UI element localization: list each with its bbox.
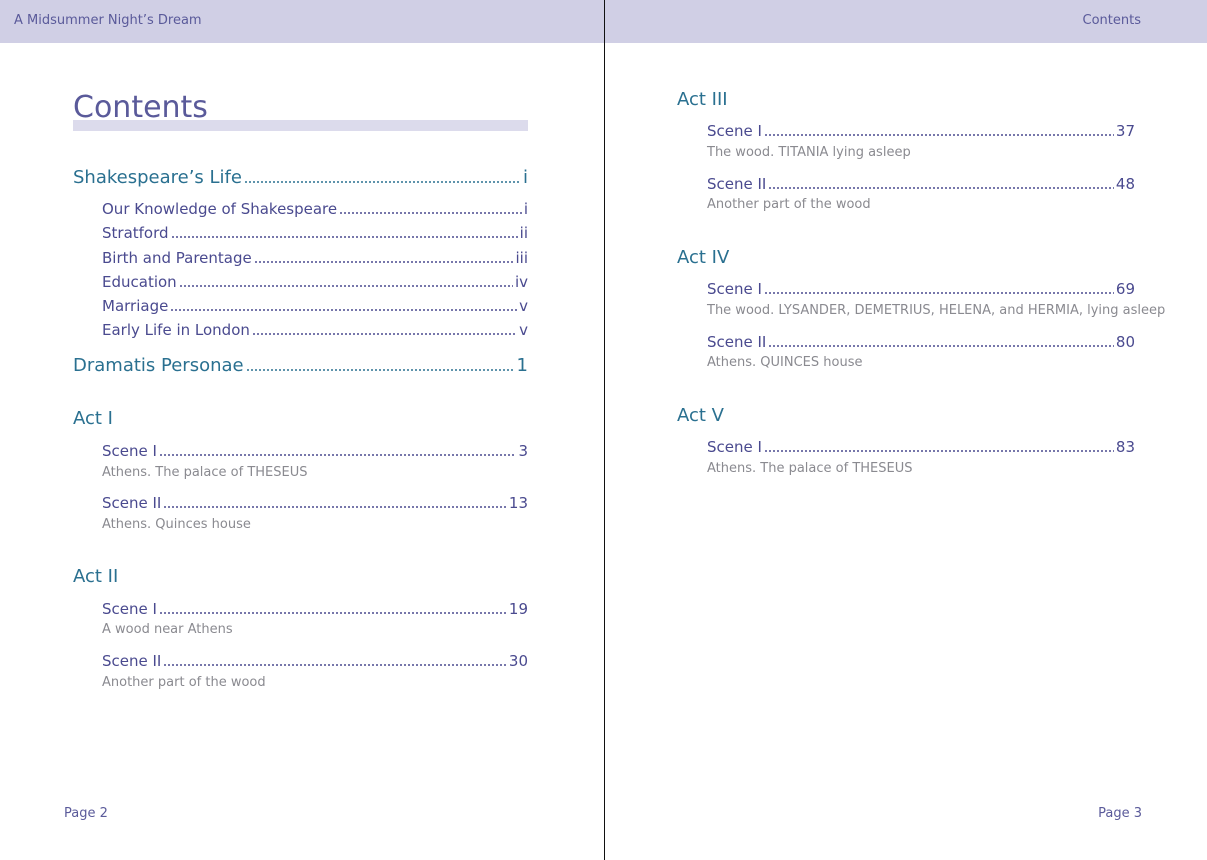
toc-entry-page: 13: [508, 494, 528, 512]
toc-entry-act1-scene1[interactable]: [102, 442, 528, 462]
dot-leader: [339, 212, 522, 214]
toc-entry-act5-scene1[interactable]: [707, 438, 1135, 458]
toc-entry-page: iv: [514, 273, 528, 291]
toc-entry-marriage[interactable]: [102, 297, 528, 317]
toc-entry-label: Scene I: [707, 122, 762, 140]
toc-entry-label: Our Knowledge of Shakespeare: [102, 200, 338, 218]
scene-setting: Athens. The palace of THESEUS: [707, 461, 913, 476]
toc-entry-label: Birth and Parentage: [102, 249, 252, 267]
dot-leader: [768, 345, 1114, 347]
toc-entry-shakespeares-life[interactable]: [73, 167, 528, 191]
scene-setting: Athens. The palace of THESEUS: [102, 465, 308, 480]
toc-entry-page: 83: [1115, 438, 1135, 456]
page-number: Page 2: [64, 806, 108, 821]
dot-leader: [252, 333, 517, 335]
dot-leader: [244, 181, 521, 183]
toc-entry-label: Scene I: [707, 280, 762, 298]
dot-leader: [159, 454, 517, 456]
toc-entry-act4-scene1[interactable]: [707, 280, 1135, 300]
scene-setting: Athens. QUINCES house: [707, 355, 863, 370]
dot-leader: [179, 285, 513, 287]
running-head: A Midsummer Night’s Dream: [14, 13, 202, 28]
page-title: Contents: [73, 90, 208, 125]
running-head: Contents: [1082, 13, 1141, 28]
scene-setting: The wood. TITANIA lying asleep: [707, 145, 911, 160]
toc-entry-label: Scene II: [102, 652, 162, 670]
toc-entry-page: i: [523, 200, 528, 218]
dot-leader: [159, 612, 507, 614]
toc-entry-label: Scene II: [102, 494, 162, 512]
dot-leader: [170, 309, 517, 311]
toc-entry-label: Early Life in London: [102, 321, 250, 339]
toc-entry-page: i: [522, 167, 528, 188]
dot-leader: [163, 664, 507, 666]
toc-entry-label: Shakespeare’s Life: [73, 167, 242, 188]
right-page: [605, 0, 1207, 860]
scene-setting: Another part of the wood: [102, 675, 266, 690]
dot-leader: [768, 187, 1114, 189]
toc-entry-label: Scene I: [102, 600, 157, 618]
toc-entry-page: iii: [515, 249, 528, 267]
scene-setting: A wood near Athens: [102, 622, 233, 637]
act-heading: Act III: [677, 89, 728, 110]
toc-entry-page: 19: [508, 600, 528, 618]
toc-entry-act4-scene2[interactable]: [707, 333, 1135, 353]
dot-leader: [764, 134, 1114, 136]
toc-entry-label: Scene II: [707, 175, 767, 193]
toc-entry-page: 80: [1115, 333, 1135, 351]
toc-entry-page: 3: [518, 442, 528, 460]
page-number: Page 3: [1098, 806, 1142, 821]
contents-heading: [73, 89, 528, 131]
toc-entry-label: Marriage: [102, 297, 169, 315]
toc-entry-label: Education: [102, 273, 177, 291]
dot-leader: [171, 236, 518, 238]
toc-entry-page: v: [519, 321, 528, 339]
toc-entry-label: Stratford: [102, 224, 169, 242]
toc-entry-page: 1: [516, 355, 528, 376]
toc-entry-label: Scene II: [707, 333, 767, 351]
dot-leader: [764, 292, 1114, 294]
dot-leader: [163, 506, 507, 508]
act-heading: Act V: [677, 405, 724, 426]
toc-entry-act3-scene2[interactable]: [707, 175, 1135, 195]
toc-entry-label: Scene I: [102, 442, 157, 460]
toc-entry-early-life-london[interactable]: [102, 321, 528, 341]
toc-entry-label: Scene I: [707, 438, 762, 456]
toc-entry-page: 48: [1115, 175, 1135, 193]
toc-entry-label: Dramatis Personae: [73, 355, 244, 376]
scene-setting: Another part of the wood: [707, 197, 871, 212]
toc-entry-act3-scene1[interactable]: [707, 122, 1135, 142]
act-heading: Act II: [73, 566, 119, 587]
toc-entry-act1-scene2[interactable]: [102, 494, 528, 514]
toc-entry-page: 69: [1115, 280, 1135, 298]
toc-entry-act2-scene1[interactable]: [102, 600, 528, 620]
toc-entry-education[interactable]: [102, 273, 528, 293]
dot-leader: [246, 369, 515, 371]
scene-setting: Athens. Quinces house: [102, 517, 251, 532]
dot-leader: [254, 261, 514, 263]
toc-entry-act2-scene2[interactable]: [102, 652, 528, 672]
toc-entry-our-knowledge[interactable]: [102, 200, 528, 220]
toc-entry-birth-parentage[interactable]: [102, 249, 528, 269]
toc-entry-page: v: [519, 297, 528, 315]
scene-setting: The wood. LYSANDER, DEMETRIUS, HELENA, and HERMIA, lying asleep: [707, 303, 1166, 318]
act-heading: Act IV: [677, 247, 730, 268]
act-heading: Act I: [73, 408, 113, 429]
toc-entry-page: 30: [508, 652, 528, 670]
dot-leader: [764, 450, 1114, 452]
toc-entry-page: ii: [519, 224, 528, 242]
toc-entry-dramatis-personae[interactable]: [73, 355, 528, 379]
toc-entry-stratford[interactable]: [102, 224, 528, 244]
toc-entry-page: 37: [1115, 122, 1135, 140]
